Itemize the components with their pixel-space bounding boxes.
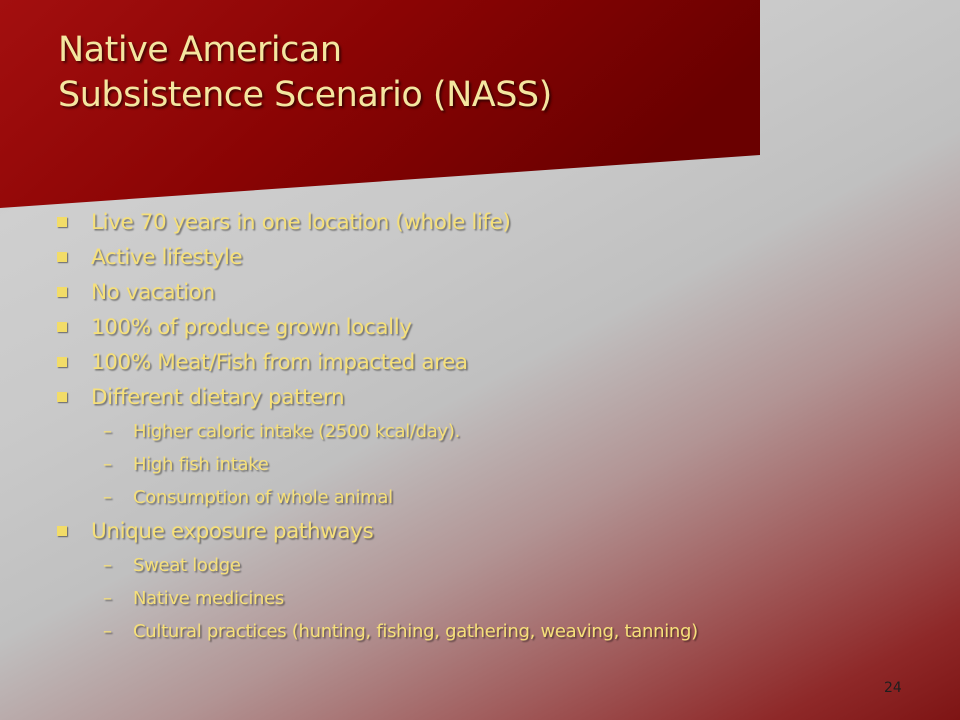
dash-bullet-icon: –	[103, 621, 112, 642]
bullet-text: 100% of produce grown locally	[91, 315, 412, 340]
bullet-item	[0, 275, 960, 310]
bullet-text: No vacation	[91, 280, 215, 305]
sub-bullet-text: Cultural practices (hunting, fishing, gathering, weaving, tanning)	[133, 621, 698, 642]
title-line-2: Subsistence Scenario (NASS)	[58, 75, 552, 115]
bullet-text: Live 70 years in one location (whole life)	[91, 210, 511, 235]
bullet-item	[0, 345, 960, 380]
dash-bullet-icon: –	[103, 487, 112, 508]
bullet-item	[0, 310, 960, 345]
bullet-item	[0, 205, 960, 240]
bullet-text: Unique exposure pathways	[91, 519, 374, 544]
sub-bullet-text: Higher caloric intake (2500 kcal/day).	[133, 421, 461, 442]
dash-bullet-icon: –	[103, 454, 112, 475]
dash-bullet-icon: –	[103, 421, 112, 442]
square-bullet-icon	[57, 526, 67, 536]
slide-number: 24	[884, 680, 902, 696]
slide-title	[58, 28, 552, 118]
sub-bullet-text: Native medicines	[133, 588, 284, 609]
sub-bullet-item	[0, 582, 960, 615]
sub-bullet-item	[0, 481, 960, 514]
bullet-list	[0, 205, 960, 648]
bullet-item	[0, 240, 960, 275]
bullet-text: Different dietary pattern	[91, 385, 345, 410]
sub-bullet-text: Consumption of whole animal	[133, 487, 393, 508]
sub-bullet-item	[0, 549, 960, 582]
sub-bullet-text: Sweat lodge	[133, 555, 241, 576]
dash-bullet-icon: –	[103, 555, 112, 576]
square-bullet-icon	[57, 322, 67, 332]
sub-bullet-text: High fish intake	[133, 454, 269, 475]
square-bullet-icon	[57, 357, 67, 367]
sub-bullet-item	[0, 615, 960, 648]
bullet-item	[0, 380, 960, 415]
square-bullet-icon	[57, 252, 67, 262]
square-bullet-icon	[57, 392, 67, 402]
square-bullet-icon	[57, 217, 67, 227]
bullet-text: 100% Meat/Fish from impacted area	[91, 350, 468, 375]
dash-bullet-icon: –	[103, 588, 112, 609]
square-bullet-icon	[57, 287, 67, 297]
sub-bullet-item	[0, 448, 960, 481]
bullet-item	[0, 514, 960, 549]
title-line-1: Native American	[58, 30, 342, 70]
bullet-text: Active lifestyle	[91, 245, 243, 270]
sub-bullet-item	[0, 415, 960, 448]
